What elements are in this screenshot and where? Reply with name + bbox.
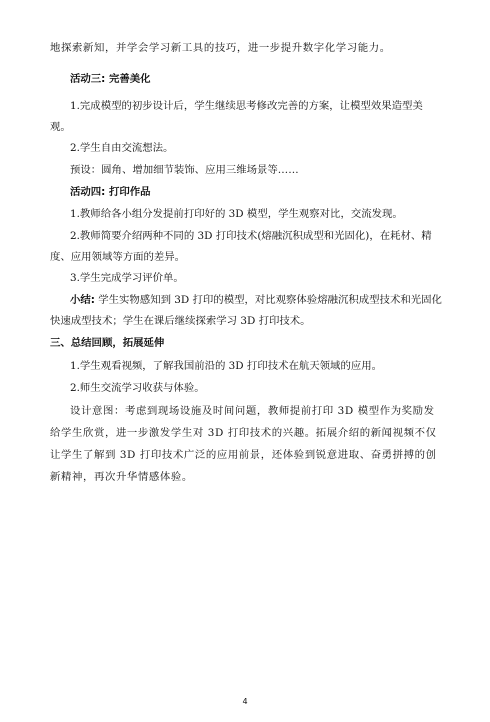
paragraph-continuation: 地探索新知，并学会学习新工具的技巧，进一步提升数字化学习能力。 <box>50 42 391 54</box>
paragraph: 1.学生观看视频，了解我国前沿的 3D 打印技术在航天领域的应用。 <box>70 360 383 372</box>
paragraph: 预设：圆角、增加细节装饰、应用三维场景等…… <box>70 164 299 176</box>
paragraph: 2.学生自由交流想法。 <box>70 142 174 154</box>
activity4-heading: 活动四: 打印作品 <box>70 186 151 198</box>
section3-heading: 三、总结回顾，拓展延伸 <box>50 337 165 349</box>
paragraph: 3.学生完成学习评价单。 <box>70 272 184 284</box>
design-intent-paragraph: 设计意图：考虑到现场设施及时间问题，教师提前打印 3D 模型作为奖励发给学生欣赏，进一步激发学生对 3D 打印技术的兴趣。拓展介绍的新闻视频不仅让学生了解到 3D 打印技术广泛的应用前景，还体验到锐意进取、奋勇拼搏的创新精神，再次升华情感体验。 <box>50 405 437 483</box>
paragraph: 1.教师给各小组分发提前打印好的 3D 模型，学生观察对比，交流发现。 <box>70 208 403 220</box>
paragraph: 2.师生交流学习收获与体验。 <box>70 382 205 394</box>
page-number: 4 <box>242 697 248 706</box>
summary-paragraph <box>50 290 442 332</box>
activity3-heading: 活动三: 完善美化 <box>70 73 151 85</box>
summary-text: 学生实物感知到 3D 打印的模型，对比观察体验熔融沉积成型技术和光固化快速成型技术；学生在课后继续探索学习 3D 打印技术。 <box>50 294 442 327</box>
paragraph: 2.教师简要介绍两种不同的 3D 打印技术(熔融沉积成型和光固化)，在耗材、精度、应用领域等方面的差异。 <box>50 230 432 263</box>
paragraph: 1.完成模型的初步设计后，学生继续思考修改完善的方案，让模型效果造型美观。 <box>50 100 423 133</box>
summary-label: 小结: <box>70 294 95 306</box>
